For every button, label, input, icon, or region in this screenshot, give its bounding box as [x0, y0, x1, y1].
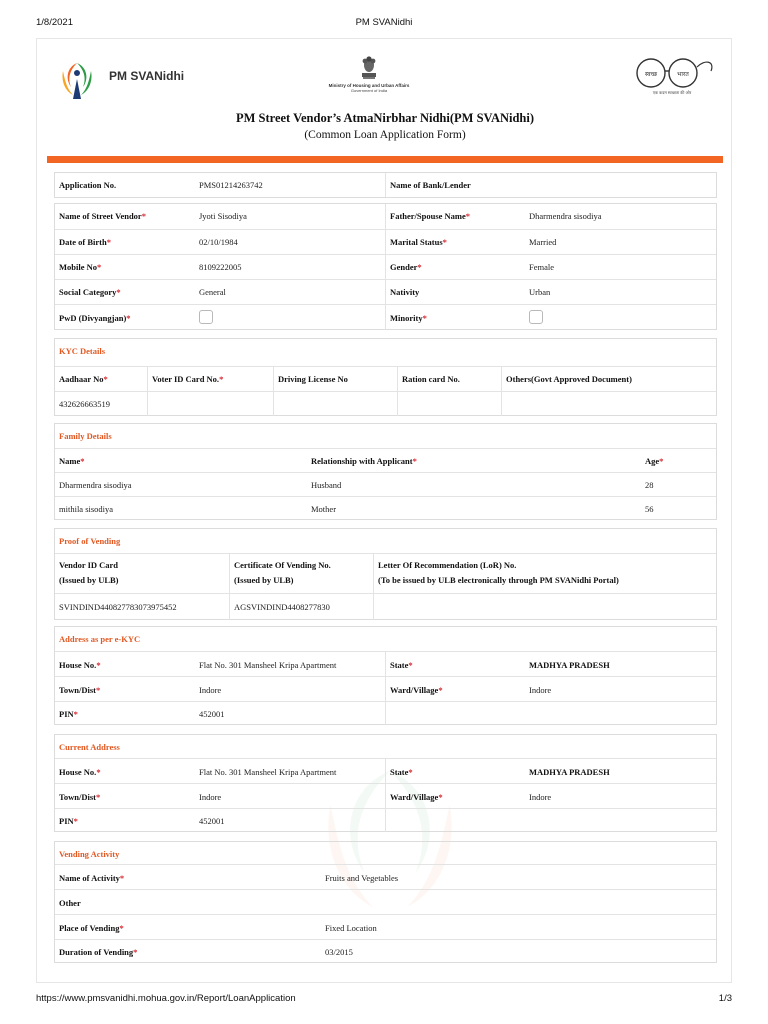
family-header-age: Age — [645, 456, 660, 466]
kyc-value-row — [55, 391, 716, 416]
print-date: 1/8/2021 — [36, 17, 73, 28]
dob-row — [55, 229, 716, 255]
lor-subheader: (To be issued by ULB electronically through PM SVANidhi Portal) — [378, 575, 619, 585]
ekyc-house-label: House No. — [59, 660, 97, 670]
required-mark: * — [412, 456, 417, 466]
kyc-header-aadhaar: Aadhaar No — [59, 374, 104, 384]
minority-label: Minority — [390, 313, 423, 323]
ekyc-town-row — [55, 676, 716, 702]
form-title: PM Street Vendor’s AtmaNirbhar Nidhi(PM SVANidhi) — [235, 111, 535, 125]
required-mark: * — [116, 287, 121, 297]
required-mark: * — [80, 456, 85, 466]
dob-value: 02/10/1984 — [199, 237, 238, 247]
current-state-value: MADHYA PRADESH — [529, 767, 610, 777]
vending-activity-section — [54, 841, 717, 963]
place-value: Fixed Location — [325, 923, 377, 933]
print-page-number: 1/3 — [718, 993, 732, 1004]
required-mark: * — [96, 767, 101, 777]
duration-value: 03/2015 — [325, 947, 353, 957]
ekyc-ward-value: Indore — [529, 685, 552, 695]
required-mark: * — [106, 237, 111, 247]
kyc-header-ration: Ration card No. — [402, 374, 460, 384]
required-mark: * — [97, 262, 102, 272]
required-mark: * — [465, 211, 471, 221]
bank-label: Name of Bank/Lender — [390, 180, 471, 190]
brand-name: PM SVANidhi — [109, 69, 185, 83]
vendor-name-row — [55, 204, 716, 229]
print-title: PM SVANidhi — [355, 17, 413, 28]
father-name-label: Father/Spouse Name — [390, 211, 466, 221]
pwd-checkbox[interactable] — [199, 310, 213, 324]
marital-status-value: Married — [529, 237, 557, 247]
current-state-label: State — [390, 767, 409, 777]
required-mark: * — [442, 237, 447, 247]
current-address-title: Current Address — [59, 742, 120, 752]
proof-header-row — [55, 553, 716, 594]
swachh-right-word: भारत — [677, 71, 689, 78]
family-member-age: 56 — [645, 504, 654, 514]
print-url: https://www.pmsvanidhi.mohua.gov.in/Report/LoanApplication — [36, 993, 296, 1004]
vendor-name-label: Name of Street Vendor — [59, 211, 142, 221]
kyc-header-row — [55, 366, 716, 392]
proof-of-vending-section — [54, 528, 717, 620]
vendor-id-subheader: (Issued by ULB) — [59, 575, 119, 585]
family-member-age: 28 — [645, 480, 654, 490]
activity-row — [55, 864, 716, 890]
vendor-name-value: Jyoti Sisodiya — [199, 211, 247, 221]
activity-label: Name of Activity — [59, 873, 120, 883]
family-header-row — [55, 448, 716, 473]
ekyc-town-label: Town/Dist — [59, 685, 97, 695]
duration-row — [55, 939, 716, 963]
proof-value-row — [55, 593, 716, 620]
required-mark: * — [659, 456, 664, 466]
mobile-value: 8109222005 — [199, 262, 242, 272]
required-mark: * — [422, 313, 427, 323]
current-house-row — [55, 758, 716, 784]
certificate-value: AGSVINDIND4408277830 — [234, 602, 330, 612]
current-ward-label: Ward/Village — [390, 792, 439, 802]
required-mark: * — [417, 262, 422, 272]
required-mark: * — [438, 685, 443, 695]
current-house-label: House No. — [59, 767, 97, 777]
kyc-aadhaar-value: 432626663519 — [59, 399, 110, 409]
required-mark: * — [73, 816, 78, 826]
ekyc-ward-label: Ward/Village — [390, 685, 439, 695]
lor-header: Letter Of Recommendation (LoR) No. — [378, 560, 517, 570]
social-row — [55, 279, 716, 305]
pwd-row — [55, 304, 716, 330]
social-category-label: Social Category — [59, 287, 117, 297]
vendor-id-header: Vendor ID Card — [59, 560, 119, 570]
swachh-left-word: स्वच्छ — [644, 71, 658, 78]
mobile-row — [55, 254, 716, 280]
family-section-title: Family Details — [59, 431, 112, 441]
current-pin-row — [55, 808, 716, 832]
ekyc-pin-row — [55, 701, 716, 725]
current-town-value: Indore — [199, 792, 222, 802]
other-row — [55, 889, 716, 915]
application-section — [54, 172, 717, 198]
gender-value: Female — [529, 262, 555, 272]
required-mark: * — [219, 374, 224, 384]
ministry-name: Ministry of Housing and Urban Affairs — [328, 83, 410, 88]
family-member-relationship: Mother — [311, 504, 337, 514]
print-header — [36, 17, 732, 31]
vendor-id-value: SVINDIND440827783073975452 — [59, 602, 177, 612]
mobile-label: Mobile No — [59, 262, 98, 272]
application-no-label: Application No. — [59, 180, 117, 190]
form-subtitle: (Common Loan Application Form) — [304, 129, 466, 141]
ekyc-pin-value: 452001 — [199, 709, 225, 719]
required-mark: * — [96, 660, 101, 670]
required-mark: * — [73, 709, 78, 719]
required-mark: * — [133, 947, 138, 957]
other-label: Other — [59, 898, 81, 908]
current-pin-value: 452001 — [199, 816, 225, 826]
family-header-name: Name — [59, 456, 81, 466]
marital-status-label: Marital Status — [390, 237, 443, 247]
required-mark: * — [408, 767, 413, 777]
personal-details-section — [54, 203, 717, 330]
gender-label: Gender — [390, 262, 418, 272]
duration-label: Duration of Vending — [59, 947, 134, 957]
accent-divider — [47, 156, 723, 163]
father-name-value: Dharmendra sisodiya — [529, 211, 602, 221]
swachh-caption: एक कदम स्वच्छता की ओर — [652, 90, 692, 95]
proof-of-vending-title: Proof of Vending — [59, 536, 121, 546]
kyc-section-title: KYC Details — [59, 346, 106, 356]
ekyc-state-label: State — [390, 660, 409, 670]
required-mark: * — [438, 792, 443, 802]
nativity-value: Urban — [529, 287, 551, 297]
ekyc-house-value: Flat No. 301 Mansheel Kripa Apartment — [199, 660, 337, 670]
print-footer — [36, 993, 732, 1007]
application-row — [55, 173, 716, 197]
minority-checkbox[interactable] — [529, 310, 543, 324]
dob-label: Date of Birth — [59, 237, 107, 247]
ekyc-pin-label: PIN — [59, 709, 74, 719]
required-mark: * — [408, 660, 413, 670]
table-row — [55, 472, 716, 497]
required-mark: * — [119, 873, 125, 883]
current-house-value: Flat No. 301 Mansheel Kripa Apartment — [199, 767, 337, 777]
required-mark: * — [96, 792, 101, 802]
required-mark: * — [103, 374, 108, 384]
pm-svanidhi-logo-icon — [57, 57, 97, 101]
ekyc-address-title: Address as per e-KYC — [59, 634, 141, 644]
kyc-header-voter: Voter ID Card No. — [152, 374, 220, 384]
ekyc-house-row — [55, 651, 716, 677]
place-row — [55, 914, 716, 940]
kyc-section — [54, 338, 717, 416]
application-no-value: PMS01214263742 — [199, 180, 263, 190]
family-member-name: mithila sisodiya — [59, 504, 114, 514]
required-mark: * — [126, 313, 131, 323]
current-pin-label: PIN — [59, 816, 74, 826]
current-ward-value: Indore — [529, 792, 552, 802]
family-member-name: Dharmendra sisodiya — [59, 480, 132, 490]
vending-activity-title: Vending Activity — [59, 849, 120, 859]
ekyc-state-value: MADHYA PRADESH — [529, 660, 610, 670]
family-section — [54, 423, 717, 520]
kyc-header-others: Others(Govt Approved Document) — [506, 374, 632, 384]
activity-value: Fruits and Vegetables — [325, 873, 399, 883]
certificate-header: Certificate Of Vending No. — [234, 560, 331, 570]
family-member-relationship: Husband — [311, 480, 342, 490]
certificate-subheader: (Issued by ULB) — [234, 575, 294, 585]
required-mark: * — [119, 923, 124, 933]
required-mark: * — [141, 211, 146, 221]
current-town-row — [55, 783, 716, 809]
state-emblem-icon — [359, 53, 379, 81]
ekyc-address-section — [54, 626, 717, 725]
ekyc-town-value: Indore — [199, 685, 222, 695]
social-category-value: General — [199, 287, 226, 297]
family-header-relationship: Relationship with Applicant — [311, 456, 413, 466]
report-page — [36, 38, 732, 983]
ministry-block — [309, 53, 429, 93]
place-label: Place of Vending — [59, 923, 120, 933]
required-mark: * — [96, 685, 101, 695]
current-address-section — [54, 734, 717, 832]
table-row — [55, 496, 716, 520]
pwd-label: PwD (Divyangjan) — [59, 313, 127, 323]
kyc-header-driving: Driving License No — [278, 374, 348, 384]
current-town-label: Town/Dist — [59, 792, 97, 802]
government-name: Government of India — [350, 88, 388, 93]
nativity-label: Nativity — [390, 287, 420, 297]
